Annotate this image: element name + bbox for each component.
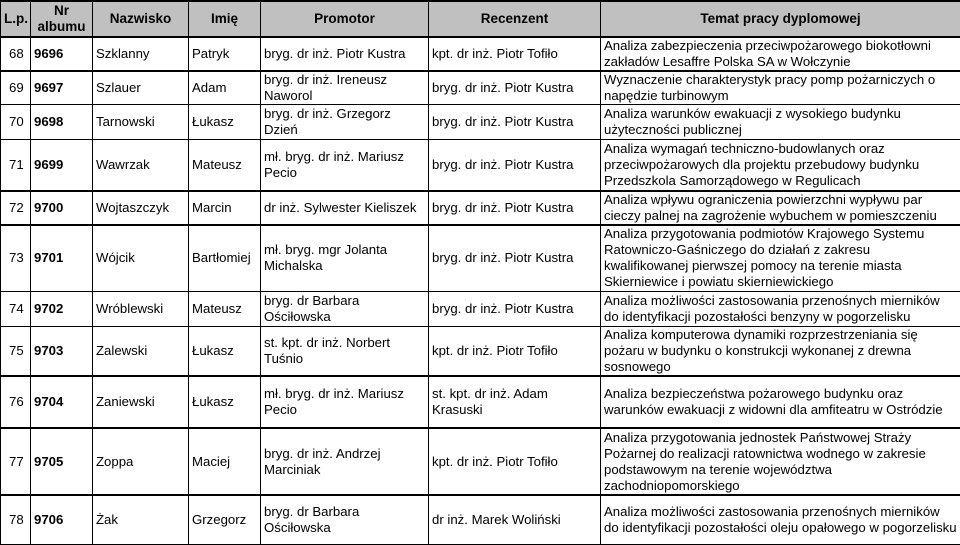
cell-recenzent: kpt. dr inż. Piotr Tofiło [429, 428, 601, 495]
cell-recenzent: bryg. dr inż. Piotr Kustra [429, 292, 601, 327]
header-imie: Imię [189, 1, 261, 37]
table-row [1, 71, 960, 105]
cell-lp: 75 [1, 327, 31, 377]
cell-temat: Analiza komputerowa dynamiki rozprzestrzeniania się pożaru w budynku o konstrukcji wykonanej z drewna sosnowego [601, 327, 960, 377]
cell-recenzent: bryg. dr inż. Piotr Kustra [429, 225, 601, 292]
cell-temat: Analiza bezpieczeństwa pożarowego budynku oraz warunków ewakuacji z widowni dla amfiteatru w Ostródzie [601, 376, 960, 428]
cell-temat: Analiza przygotowania jednostek Państwowej Straży Pożarnej do realizacji ratownictwa wodnego w zakresie podstawowym na terenie województwa zachodniopomorskiego [601, 428, 960, 495]
cell-recenzent: bryg. dr inż. Piotr Kustra [429, 191, 601, 225]
cell-album: 9700 [31, 191, 93, 225]
cell-temat: Analiza możliwości zastosowania przenośnych mierników do identyfikacji pozostałości oleju opałowego w pogorzelisku [601, 495, 960, 544]
cell-nazwisko: Żak [93, 495, 189, 544]
cell-album: 9696 [31, 37, 93, 71]
cell-recenzent: st. kpt. dr inż. Adam Krasuski [429, 376, 601, 428]
cell-promotor: bryg. dr inż. Andrzej Marciniak [261, 428, 429, 495]
table-row [1, 428, 960, 495]
cell-recenzent: dr inż. Marek Woliński [429, 495, 601, 544]
cell-album: 9697 [31, 71, 93, 105]
cell-album: 9703 [31, 327, 93, 377]
cell-promotor: bryg. dr Barbara Ościłowska [261, 495, 429, 544]
cell-recenzent: kpt. dr inż. Piotr Tofiło [429, 327, 601, 377]
cell-promotor: st. kpt. dr inż. Norbert Tuśnio [261, 327, 429, 377]
table-row [1, 225, 960, 292]
cell-imie: Łukasz [189, 327, 261, 377]
cell-lp: 74 [1, 292, 31, 327]
cell-imie: Łukasz [189, 105, 261, 140]
cell-recenzent: kpt. dr inż. Piotr Tofiło [429, 37, 601, 71]
cell-temat: Analiza możliwości zastosowania przenośnych mierników do identyfikacji pozostałości benzyny w pogorzelisku [601, 292, 960, 327]
cell-lp: 71 [1, 140, 31, 191]
cell-promotor: dr inż. Sylwester Kieliszek [261, 191, 429, 225]
header-temat: Temat pracy dyplomowej [601, 1, 960, 37]
cell-promotor: bryg. dr inż. Ireneusz Naworol [261, 71, 429, 105]
cell-temat: Analiza wpływu ograniczenia powierzchni wypływu par cieczy palnej na zagrożenie wybuchem w pomieszczeniu [601, 191, 960, 225]
cell-imie: Bartłomiej [189, 225, 261, 292]
cell-nazwisko: Szlauer [93, 71, 189, 105]
cell-recenzent: bryg. dr inż. Piotr Kustra [429, 105, 601, 140]
cell-temat: Analiza zabezpieczenia przeciwpożarowego biokotłowni zakładów Lesaffre Polska SA w Wołczynie [601, 37, 960, 71]
cell-album: 9704 [31, 376, 93, 428]
cell-nazwisko: Tarnowski [93, 105, 189, 140]
cell-album: 9701 [31, 225, 93, 292]
cell-promotor: mł. bryg. mgr Jolanta Michalska [261, 225, 429, 292]
header-recenzent: Recenzent [429, 1, 601, 37]
cell-lp: 73 [1, 225, 31, 292]
cell-lp: 68 [1, 37, 31, 71]
cell-temat: Analiza wymagań techniczno-budowlanych oraz przeciwpożarowych dla projektu przebudowy budynku Przedszkola Samorządowego w Regulicach [601, 140, 960, 191]
cell-promotor: bryg. dr Barbara Ościłowska [261, 292, 429, 327]
cell-lp: 72 [1, 191, 31, 225]
header-promotor: Promotor [261, 1, 429, 37]
cell-album: 9699 [31, 140, 93, 191]
cell-temat: Analiza przygotowania podmiotów Krajowego Systemu Ratowniczo-Gaśniczego do działań z zakresu kwalifikowanej pierwszej pomocy na terenie miasta Skierniewice i powiatu skierniewickiego [601, 225, 960, 292]
cell-imie: Marcin [189, 191, 261, 225]
cell-album: 9706 [31, 495, 93, 544]
header-lp: L.p. [1, 1, 31, 37]
cell-promotor: bryg. dr inż. Grzegorz Dzień [261, 105, 429, 140]
cell-imie: Łukasz [189, 376, 261, 428]
cell-promotor: bryg. dr inż. Piotr Kustra [261, 37, 429, 71]
cell-temat: Wyznaczenie charakterystyk pracy pomp pożarniczych o napędzie turbinowym [601, 71, 960, 105]
table-row [1, 37, 960, 71]
cell-promotor: mł. bryg. dr inż. Mariusz Pecio [261, 376, 429, 428]
cell-temat: Analiza warunków ewakuacji z wysokiego budynku użyteczności publicznej [601, 105, 960, 140]
cell-lp: 76 [1, 376, 31, 428]
table-row [1, 327, 960, 377]
table-row [1, 191, 960, 225]
cell-recenzent: bryg. dr inż. Piotr Kustra [429, 140, 601, 191]
cell-recenzent: bryg. dr inż. Piotr Kustra [429, 71, 601, 105]
cell-nazwisko: Wróblewski [93, 292, 189, 327]
cell-album: 9702 [31, 292, 93, 327]
table-row [1, 105, 960, 140]
table-row [1, 140, 960, 191]
table-row [1, 376, 960, 428]
cell-imie: Maciej [189, 428, 261, 495]
header-row [1, 1, 960, 37]
cell-nazwisko: Zoppa [93, 428, 189, 495]
cell-nazwisko: Wójcik [93, 225, 189, 292]
cell-nazwisko: Wojtaszczyk [93, 191, 189, 225]
cell-lp: 77 [1, 428, 31, 495]
cell-lp: 78 [1, 495, 31, 544]
cell-album: 9705 [31, 428, 93, 495]
cell-imie: Grzegorz [189, 495, 261, 544]
cell-lp: 69 [1, 71, 31, 105]
cell-nazwisko: Wawrzak [93, 140, 189, 191]
table-row [1, 495, 960, 544]
cell-nazwisko: Szklanny [93, 37, 189, 71]
header-album: Nr albumu [31, 1, 93, 37]
cell-imie: Adam [189, 71, 261, 105]
header-nazwisko: Nazwisko [93, 1, 189, 37]
cell-lp: 70 [1, 105, 31, 140]
cell-nazwisko: Zaniewski [93, 376, 189, 428]
cell-imie: Mateusz [189, 292, 261, 327]
cell-album: 9698 [31, 105, 93, 140]
cell-nazwisko: Zalewski [93, 327, 189, 377]
cell-imie: Mateusz [189, 140, 261, 191]
cell-promotor: mł. bryg. dr inż. Mariusz Pecio [261, 140, 429, 191]
table-row [1, 292, 960, 327]
cell-imie: Patryk [189, 37, 261, 71]
